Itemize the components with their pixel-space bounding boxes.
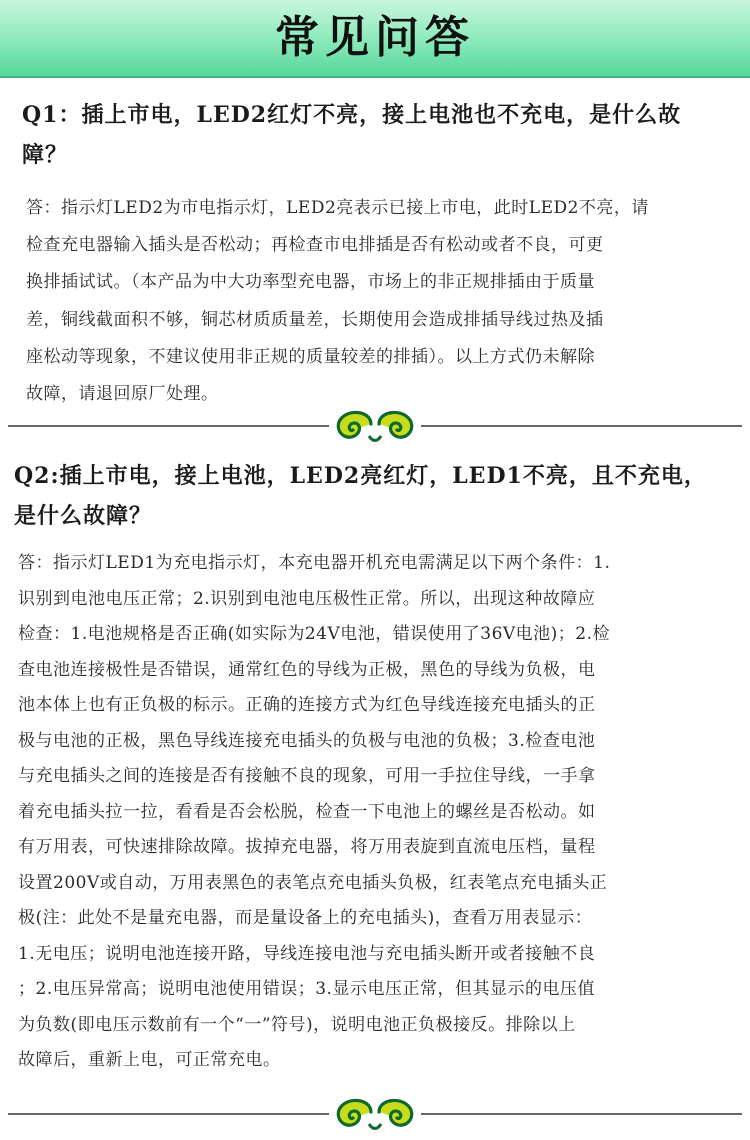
answer-2-line: 故障后，重新上电，可正常充电。 (18, 1050, 281, 1070)
question-1 (22, 96, 737, 174)
answer-2-line: 极(注：此处不是量充电器，而是量设备上的充电插头)，查看万用表显示： (18, 908, 593, 928)
answer-1-line: 故障，请退回原厂处理。 (26, 384, 219, 405)
answer-1-line: 换排插试试。（本产品为中大功率型充电器，市场上的非正规排插由于质量 (26, 272, 595, 293)
section-divider (0, 404, 750, 448)
page-title: 常见问答 (275, 12, 475, 63)
answer-2-line: 1.无电压；说明电池连接开路，导线连接电池与充电插头断开或者接触不良 (18, 943, 596, 964)
answer-2-line: 检查：1.电池规格是否正确(如实际为24V电池，错误使用了36V电池)；2.检 (18, 624, 611, 644)
section-divider (0, 1092, 750, 1136)
question-2-line: Q2:插上市电，接上电池，LED2亮红灯，LED1不亮，且不充电， (14, 463, 707, 489)
answer-2 (18, 546, 610, 1079)
question-1-line: 障？ (22, 142, 69, 168)
answer-2-line: ；2.电压异常高；说明电池使用错误；3.显示电压正常，但其显示的电压值 (18, 979, 595, 999)
question-2-line: 是什么故障？ (14, 503, 153, 529)
question-1-line: Q1：插上市电，LED2红灯不亮，接上电池也不充电，是什么故 (22, 102, 682, 128)
answer-2-line: 为负数(即电压示数前有一个“一”符号)，说明电池正负极接反。排除以上 (18, 1014, 576, 1035)
answer-2-line: 极与电池的正极，黑色导线连接充电插头的负极与电池的负极；3.检查电池 (18, 730, 596, 751)
answer-1-line: 座松动等现象，不建议使用非正规的质量较差的排插）。以上方式仍未解除 (26, 346, 595, 367)
scroll-ornament-icon (329, 1094, 421, 1134)
question-2 (14, 457, 744, 535)
answer-2-line: 查电池连接极性是否错误，通常红色的导线为正极，黑色的导线为负极，电 (18, 659, 596, 680)
answer-2-line: 池本体上也有正负极的标示。正确的连接方式为红色导线连接充电插头的正 (18, 695, 596, 715)
answer-1-line: 检查充电器输入插头是否松动；再检查市电排插是否有松动或者不良，可更 (26, 235, 604, 256)
answer-1 (26, 190, 649, 413)
answer-2-line: 着充电插头拉一拉，看看是否会松脱，检查一下电池上的螺丝是否松动。如 (18, 801, 596, 822)
answer-2-line: 与充电插头之间的连接是否有接触不良的现象，可用一手拉住导线，一手拿 (18, 766, 596, 786)
answer-1-line: 答：指示灯LED2为市电指示灯，LED2亮表示已接上市电，此时LED2不亮，请 (26, 198, 649, 218)
answer-2-line: 有万用表，可快速排除故障。拔掉充电器，将万用表旋到直流电压档，量程 (18, 837, 596, 857)
answer-2-line: 答：指示灯LED1为充电指示灯，本充电器开机充电需满足以下两个条件：1. (18, 553, 611, 573)
header-banner (0, 0, 750, 78)
answer-1-line: 差，铜线截面积不够，铜芯材质质量差，长期使用会造成排插导线过热及插 (26, 309, 604, 330)
answer-2-line: 设置200V或自动，万用表黑色的表笔点充电插头负极，红表笔点充电插头正 (18, 872, 608, 893)
scroll-ornament-icon (329, 406, 421, 446)
answer-2-line: 识别到电池电压正常；2.识别到电池电压极性正常。所以，出现这种故障应 (18, 588, 596, 609)
